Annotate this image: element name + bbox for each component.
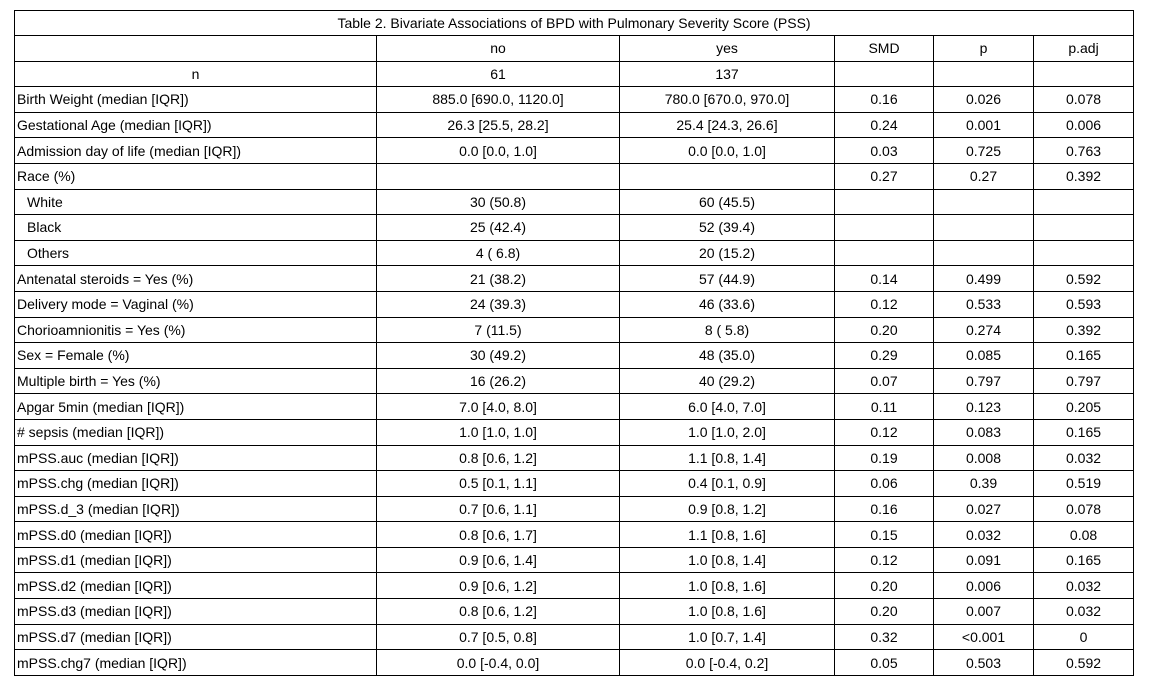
table-title: Table 2. Bivariate Associations of BPD with Pulmonary Severity Score (PSS): [15, 11, 1134, 36]
cell-smd: 0.16: [835, 496, 934, 522]
row-label: Delivery mode = Vaginal (%): [15, 291, 377, 317]
cell-no: 885.0 [690.0, 1120.0]: [377, 87, 620, 113]
cell-no: 0.8 [0.6, 1.2]: [377, 599, 620, 625]
cell-smd: 0.24: [835, 112, 934, 138]
row-label: Birth Weight (median [IQR]): [15, 87, 377, 113]
table-row: [15, 394, 1134, 420]
cell-yes: 780.0 [670.0, 970.0]: [620, 87, 835, 113]
cell-p: 0.027: [934, 496, 1034, 522]
cell-p: 0.007: [934, 599, 1034, 625]
cell-smd: 0.16: [835, 87, 934, 113]
table-row: [15, 189, 1134, 215]
cell-p: 0.026: [934, 87, 1034, 113]
cell-yes: 1.0 [1.0, 2.0]: [620, 419, 835, 445]
cell-yes: 40 (29.2): [620, 368, 835, 394]
row-label: mPSS.chg7 (median [IQR]): [15, 650, 377, 676]
n-smd: [835, 61, 934, 87]
header-padj: p.adj: [1034, 36, 1134, 62]
table-row: [15, 624, 1134, 650]
header-label: [15, 36, 377, 62]
cell-padj: 0.032: [1034, 573, 1134, 599]
table-row: [15, 547, 1134, 573]
cell-p: 0.27: [934, 163, 1034, 189]
row-label: Admission day of life (median [IQR]): [15, 138, 377, 164]
cell-p: 0.083: [934, 419, 1034, 445]
cell-no: 26.3 [25.5, 28.2]: [377, 112, 620, 138]
cell-no: 7.0 [4.0, 8.0]: [377, 394, 620, 420]
cell-yes: 1.0 [0.8, 1.4]: [620, 547, 835, 573]
n-label: n: [15, 61, 377, 87]
cell-yes: 1.1 [0.8, 1.4]: [620, 445, 835, 471]
table-row: [15, 471, 1134, 497]
table-row: [15, 599, 1134, 625]
cell-p: [934, 215, 1034, 241]
cell-p: 0.39: [934, 471, 1034, 497]
cell-smd: 0.20: [835, 317, 934, 343]
table-row: [15, 522, 1134, 548]
cell-p: 0.085: [934, 343, 1034, 369]
cell-no: 0.5 [0.1, 1.1]: [377, 471, 620, 497]
table-row: [15, 343, 1134, 369]
cell-p: 0.533: [934, 291, 1034, 317]
cell-smd: 0.14: [835, 266, 934, 292]
cell-p: 0.008: [934, 445, 1034, 471]
cell-no: 0.0 [0.0, 1.0]: [377, 138, 620, 164]
cell-p: [934, 240, 1034, 266]
cell-padj: [1034, 189, 1134, 215]
cell-p: 0.091: [934, 547, 1034, 573]
table-row: [15, 317, 1134, 343]
header-p: p: [934, 36, 1034, 62]
cell-yes: 8 ( 5.8): [620, 317, 835, 343]
row-label: mPSS.d3 (median [IQR]): [15, 599, 377, 625]
row-label: White: [15, 189, 377, 215]
cell-p: 0.001: [934, 112, 1034, 138]
cell-padj: 0.165: [1034, 343, 1134, 369]
cell-yes: 46 (33.6): [620, 291, 835, 317]
n-padj: [1034, 61, 1134, 87]
row-label: mPSS.auc (median [IQR]): [15, 445, 377, 471]
cell-yes: [620, 163, 835, 189]
cell-p: 0.123: [934, 394, 1034, 420]
table-row: [15, 163, 1134, 189]
row-label: Black: [15, 215, 377, 241]
cell-yes: 48 (35.0): [620, 343, 835, 369]
cell-smd: [835, 189, 934, 215]
cell-p: 0.032: [934, 522, 1034, 548]
cell-no: 0.8 [0.6, 1.2]: [377, 445, 620, 471]
cell-smd: 0.06: [835, 471, 934, 497]
cell-padj: 0.392: [1034, 317, 1134, 343]
header-row: [15, 36, 1134, 62]
table-body: [15, 11, 1134, 676]
cell-no: 0.9 [0.6, 1.4]: [377, 547, 620, 573]
cell-padj: 0.763: [1034, 138, 1134, 164]
cell-yes: 25.4 [24.3, 26.6]: [620, 112, 835, 138]
cell-no: 30 (49.2): [377, 343, 620, 369]
bivariate-table: [14, 10, 1134, 676]
cell-padj: [1034, 215, 1134, 241]
table-row: [15, 650, 1134, 676]
cell-yes: 1.0 [0.8, 1.6]: [620, 573, 835, 599]
row-label: Gestational Age (median [IQR]): [15, 112, 377, 138]
cell-smd: 0.20: [835, 573, 934, 599]
cell-smd: 0.07: [835, 368, 934, 394]
cell-p: <0.001: [934, 624, 1034, 650]
row-label: mPSS.d_3 (median [IQR]): [15, 496, 377, 522]
cell-no: 7 (11.5): [377, 317, 620, 343]
cell-p: [934, 189, 1034, 215]
cell-padj: 0.592: [1034, 266, 1134, 292]
table-row: [15, 240, 1134, 266]
row-label: mPSS.d1 (median [IQR]): [15, 547, 377, 573]
cell-smd: 0.19: [835, 445, 934, 471]
cell-smd: 0.05: [835, 650, 934, 676]
cell-yes: 1.0 [0.7, 1.4]: [620, 624, 835, 650]
cell-smd: [835, 240, 934, 266]
cell-no: [377, 163, 620, 189]
cell-smd: 0.20: [835, 599, 934, 625]
table-row: [15, 573, 1134, 599]
table-row: [15, 112, 1134, 138]
cell-padj: [1034, 240, 1134, 266]
row-label: Multiple birth = Yes (%): [15, 368, 377, 394]
cell-yes: 1.1 [0.8, 1.6]: [620, 522, 835, 548]
row-label: Others: [15, 240, 377, 266]
cell-smd: 0.29: [835, 343, 934, 369]
row-label: mPSS.d2 (median [IQR]): [15, 573, 377, 599]
row-label: Chorioamnionitis = Yes (%): [15, 317, 377, 343]
row-label: Sex = Female (%): [15, 343, 377, 369]
cell-p: 0.797: [934, 368, 1034, 394]
table-row: [15, 291, 1134, 317]
cell-yes: 0.0 [0.0, 1.0]: [620, 138, 835, 164]
table-row: [15, 368, 1134, 394]
cell-padj: 0.392: [1034, 163, 1134, 189]
cell-yes: 20 (15.2): [620, 240, 835, 266]
cell-smd: 0.12: [835, 547, 934, 573]
cell-no: 16 (26.2): [377, 368, 620, 394]
cell-smd: 0.32: [835, 624, 934, 650]
cell-no: 4 ( 6.8): [377, 240, 620, 266]
n-p: [934, 61, 1034, 87]
table-row: [15, 419, 1134, 445]
cell-yes: 60 (45.5): [620, 189, 835, 215]
cell-yes: 1.0 [0.8, 1.6]: [620, 599, 835, 625]
cell-padj: 0.078: [1034, 87, 1134, 113]
header-yes: yes: [620, 36, 835, 62]
cell-padj: 0.032: [1034, 599, 1134, 625]
cell-padj: 0.592: [1034, 650, 1134, 676]
cell-padj: 0.032: [1034, 445, 1134, 471]
cell-yes: 6.0 [4.0, 7.0]: [620, 394, 835, 420]
cell-p: 0.725: [934, 138, 1034, 164]
cell-smd: 0.11: [835, 394, 934, 420]
cell-padj: 0.797: [1034, 368, 1134, 394]
cell-padj: 0.519: [1034, 471, 1134, 497]
row-label: Race (%): [15, 163, 377, 189]
cell-no: 0.9 [0.6, 1.2]: [377, 573, 620, 599]
table-row: [15, 87, 1134, 113]
title-row: [15, 11, 1134, 36]
header-smd: SMD: [835, 36, 934, 62]
n-no: 61: [377, 61, 620, 87]
cell-no: 25 (42.4): [377, 215, 620, 241]
cell-no: 0.7 [0.6, 1.1]: [377, 496, 620, 522]
cell-yes: 0.0 [-0.4, 0.2]: [620, 650, 835, 676]
cell-no: 0.0 [-0.4, 0.0]: [377, 650, 620, 676]
cell-yes: 0.4 [0.1, 0.9]: [620, 471, 835, 497]
cell-padj: 0.08: [1034, 522, 1134, 548]
cell-padj: 0.006: [1034, 112, 1134, 138]
cell-padj: 0.078: [1034, 496, 1134, 522]
cell-p: 0.006: [934, 573, 1034, 599]
n-yes: 137: [620, 61, 835, 87]
row-label: mPSS.chg (median [IQR]): [15, 471, 377, 497]
cell-padj: 0.165: [1034, 547, 1134, 573]
cell-smd: 0.12: [835, 419, 934, 445]
cell-p: 0.499: [934, 266, 1034, 292]
cell-smd: 0.27: [835, 163, 934, 189]
cell-padj: 0.205: [1034, 394, 1134, 420]
cell-no: 24 (39.3): [377, 291, 620, 317]
cell-padj: 0: [1034, 624, 1134, 650]
cell-yes: 52 (39.4): [620, 215, 835, 241]
cell-no: 0.7 [0.5, 0.8]: [377, 624, 620, 650]
row-label: Antenatal steroids = Yes (%): [15, 266, 377, 292]
cell-no: 1.0 [1.0, 1.0]: [377, 419, 620, 445]
n-row: [15, 61, 1134, 87]
row-label: mPSS.d0 (median [IQR]): [15, 522, 377, 548]
cell-smd: 0.15: [835, 522, 934, 548]
table-row: [15, 215, 1134, 241]
cell-smd: [835, 215, 934, 241]
row-label: Apgar 5min (median [IQR]): [15, 394, 377, 420]
table-row: [15, 445, 1134, 471]
header-no: no: [377, 36, 620, 62]
table-row: [15, 138, 1134, 164]
cell-no: 21 (38.2): [377, 266, 620, 292]
cell-yes: 0.9 [0.8, 1.2]: [620, 496, 835, 522]
row-label: # sepsis (median [IQR]): [15, 419, 377, 445]
table-row: [15, 496, 1134, 522]
cell-padj: 0.593: [1034, 291, 1134, 317]
table-row: [15, 266, 1134, 292]
cell-p: 0.503: [934, 650, 1034, 676]
cell-smd: 0.03: [835, 138, 934, 164]
cell-smd: 0.12: [835, 291, 934, 317]
cell-yes: 57 (44.9): [620, 266, 835, 292]
cell-padj: 0.165: [1034, 419, 1134, 445]
row-label: mPSS.d7 (median [IQR]): [15, 624, 377, 650]
cell-no: 30 (50.8): [377, 189, 620, 215]
cell-p: 0.274: [934, 317, 1034, 343]
cell-no: 0.8 [0.6, 1.7]: [377, 522, 620, 548]
